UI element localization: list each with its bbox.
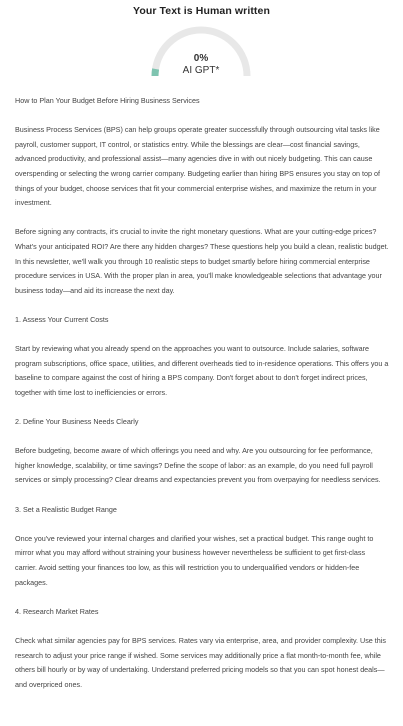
section-body-4: Check what similar agencies pay for BPS services. Rates vary via enterprise, area, and provider complexity. Use this research to adjust your price range if wished. Some services may additionally price a flat month-to-month fee, while others bill hourly or by way of undertaking. Understand preferred pricing models so that you can spot honest deals—and overpriced ones. — [15, 635, 386, 689]
section-body-2: Before budgeting, become aware of which offerings you need and why. Are you outsourcing for fee performance, higher knowledge, scalability, or time savings? Define the scope of labor: as an example, do you need full payroll services or simply processing? Clear dreams and expectancies prevent you from overpaying for needless services. — [15, 446, 381, 485]
intro-paragraph-1: Business Process Services (BPS) can help groups operate greater successfully through outsourcing vital tasks like payroll, customer support, IT control, or statistics entry. While the blessings are clear—cost financial savings, advanced productivity, and professional assist—many agencies dive in with out nicely budgeting. This can cause overspending or selecting the wrong carrier company. Budgeting earlier than hiring BPS ensures you stay on top of things of your budget, choose services that fit your commercial enterprise wishes, and maximize the return in your investment. — [15, 125, 381, 208]
section-heading-2: 2. Define Your Business Needs Clearly — [15, 417, 139, 427]
article-body — [15, 94, 389, 707]
article-title: How to Plan Your Budget Before Hiring Business Services — [15, 96, 200, 105]
section-heading-1: 1. Assess Your Current Costs — [15, 314, 109, 324]
result-title: Your Text is Human written — [133, 5, 270, 17]
intro-paragraph-2: Before signing any contracts, it's crucial to invite the right monetary questions. What are your cutting-edge prices? What's your anticipated ROI? Are there any hidden charges? These questions help you build a clean, realistic budget. In this newsletter, we'll walk you through 10 realistic steps to budget smartly before hiring commercial enterprise procedure services in USA. With the proper plan in area, you'll make knowledgeable selections that advantage your business today—and aid its increase the next day. — [15, 227, 389, 295]
section-heading-4: 4. Research Market Rates — [15, 606, 99, 616]
section-body-3: Once you've reviewed your internal charges and clarified your wishes, set a practical budget. This range ought to mirror what you may afford without straining your business however nevertheless be sufficient to get first-class carrier. Avoid setting your finances too low, as this will restriction you to underqualified vendors or hidden-fee packages. — [15, 533, 374, 587]
section-heading-3: 3. Set a Realistic Budget Range — [15, 504, 117, 514]
section-body-1: Start by reviewing what you already spend on the approaches you want to outsource. Include salaries, software program subscriptions, office space, utilities, and different overheads tied to in-residence operations. This offers you a baseline to compare against the cost of hiring a BPS company. Don't forget about to don't forget indirect prices, together with time lost to inefficiencies or errors. — [15, 344, 389, 397]
gauge-label: AI GPT* — [182, 65, 220, 76]
gauge-value: 0% — [193, 53, 209, 64]
ai-score-gauge — [151, 26, 251, 78]
